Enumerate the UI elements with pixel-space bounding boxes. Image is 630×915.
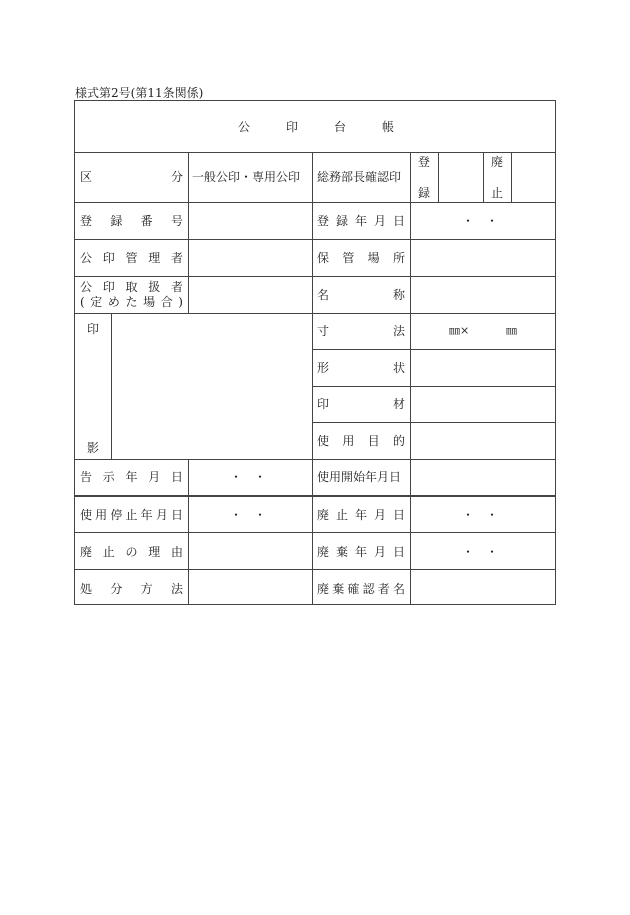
rule-riyuu-bottom xyxy=(74,569,556,570)
col-stamp-divider xyxy=(483,152,484,202)
value-shiyou-teishi: ・ ・ xyxy=(230,508,267,522)
label-shiyou-mokuteki: 使用目的 xyxy=(317,434,405,448)
label-touroku-bangou: 登録番号 xyxy=(80,214,183,228)
label-haiki-nengappi: 廃棄年月日 xyxy=(317,545,405,559)
col-right-value xyxy=(410,152,411,605)
title-char-4: 帳 xyxy=(382,120,395,134)
label-kokuji-nengappi: 告示年月日 xyxy=(80,470,183,484)
value-sunpou-a: ㎜× xyxy=(449,324,470,337)
title-char-1: 公 xyxy=(238,120,251,134)
value-kokuji-nengappi: ・ ・ xyxy=(230,470,267,484)
label-inzai: 印 材 xyxy=(317,397,405,411)
label-hokan-basho: 保管場所 xyxy=(317,251,405,265)
label-inei-top: 印 xyxy=(87,322,100,336)
label-soumu-kakunin: 総務部長確認印 xyxy=(317,170,402,184)
rule-keijou-bottom xyxy=(312,386,556,387)
label-sunpou: 寸 法 xyxy=(317,324,405,338)
rule-inei-bottom xyxy=(74,459,556,460)
rule-teishi-bottom xyxy=(74,532,556,533)
label-kanrisha: 公印管理者 xyxy=(80,251,183,265)
label-haishi-nengappi: 廃止年月日 xyxy=(317,508,405,522)
form-number-label: 様式第2号(第11条関係) xyxy=(75,86,204,100)
col-inei-divider xyxy=(111,313,112,459)
title-char-2: 印 xyxy=(286,120,299,134)
col-left-value-lower xyxy=(188,459,189,605)
col-left-value-upper xyxy=(188,152,189,313)
label-touroku-nengappi: 登録年月日 xyxy=(317,214,405,228)
label-haishi-top: 廃 xyxy=(491,155,504,169)
label-keijou: 形 状 xyxy=(317,361,405,375)
label-kubun: 区 分 xyxy=(80,170,183,184)
label-shiyou-teishi: 使用停止年月日 xyxy=(80,508,183,522)
label-shobun-houhou: 処分方法 xyxy=(80,582,183,596)
rule-kanrisha-bottom xyxy=(74,276,556,277)
rule-sunpou-bottom xyxy=(312,349,556,350)
label-sadameta-baai: (定めた場合) xyxy=(80,295,183,309)
col-touroku-divider xyxy=(438,152,439,202)
label-haishi-riyuu: 廃止の理由 xyxy=(80,545,183,559)
rule-bangou-bottom xyxy=(74,239,556,240)
label-haiki-kakuninsha: 廃棄確認者名 xyxy=(317,582,405,596)
title-char-3: 台 xyxy=(334,120,347,134)
col-haishi-divider xyxy=(511,152,512,202)
label-haishi-bottom: 止 xyxy=(491,186,504,200)
col-right-label xyxy=(312,152,313,605)
label-toriatsukaisha: 公印取扱者 xyxy=(80,280,183,294)
label-touroku-top: 登 xyxy=(418,155,431,169)
value-kubun: 一般公印・専用公印 xyxy=(192,170,301,184)
value-sunpou-b: ㎜ xyxy=(506,324,517,337)
label-inei-bottom: 影 xyxy=(87,441,100,455)
rule-kubun-bottom xyxy=(74,202,556,203)
rule-toriatsukai-bottom xyxy=(74,313,556,314)
value-touroku-nengappi: ・ ・ xyxy=(462,214,499,228)
label-shiyou-kaishi: 使用開始年月日 xyxy=(317,470,402,484)
label-meishou: 名 称 xyxy=(317,288,405,302)
value-haiki-nengappi: ・ ・ xyxy=(462,545,499,559)
label-touroku-bottom: 録 xyxy=(418,186,431,200)
rule-kokuji-bottom xyxy=(74,495,556,497)
value-haishi-nengappi: ・ ・ xyxy=(462,508,499,522)
rule-inzai-bottom xyxy=(312,422,556,423)
